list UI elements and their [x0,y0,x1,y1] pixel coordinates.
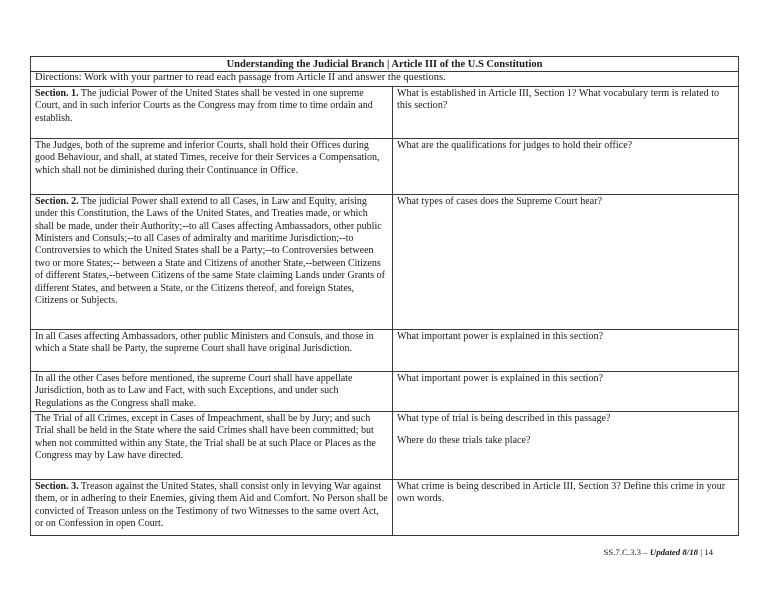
passage-text: The judicial Power shall extend to all Cases, in Law and Equity, arising under this Constitution, the Laws of the United States, and Treaties made, or which shall be made, under their Authority;--to all Cases affecting Ambassadors, other public Ministers and Consuls;--to all Cases of admiralty and maritime Jurisdiction;--to Controversies to which the United States shall be a Party;--to Controversies between two or more States;-- between a State and Citizens of another State,--between Citizens of different States,--between Citizens of the same State claiming Lands under Grants of different States, and between a State, or the Citizens thereof, and foreign States, Citizens or Subjects. [35,195,385,307]
table-row [31,194,739,329]
question-cell[interactable] [393,371,739,411]
updated-date: Updated 8/18 [649,547,699,557]
table-row [31,329,739,371]
page-number: | 14 [698,547,713,557]
directions-row [31,72,739,87]
question-text-2: Where do these trials take place? [397,435,531,447]
question-text: What important power is explained in this section? [397,330,604,342]
table-row [31,138,739,194]
table-row [31,411,739,479]
question-cell[interactable] [393,194,739,329]
question-text: What types of cases does the Supreme Court hear? [397,195,603,207]
section-label: Section. 2. [35,195,79,207]
passage-cell [31,479,393,535]
passage-text: Treason against the United States, shall consist only in levying War against them, or in adhering to their Enemies, giving them Aid and Comfort. No Person shall be convicted of Treason unless on the Testimony of two Witnesses to the same overt Act, or on Confession in open Court. [35,480,388,530]
passage-cell [31,194,393,329]
question-text: What type of trial is being described in this passage? [397,412,611,424]
section-label: Section. 3. [35,480,79,492]
passage-text: The judicial Power of the United States shall be vested in one supreme Court, and in such inferior Courts as the Congress may from time to time ordain and establish. [35,87,373,124]
section-label: Section. 1. [35,87,79,99]
passage-cell [31,371,393,411]
question-text: What are the qualifications for judges to hold their office? [397,139,633,151]
passage-cell [31,86,393,138]
question-cell[interactable] [393,86,739,138]
passage-cell [31,329,393,371]
passage-text: The Judges, both of the supreme and inferior Courts, shall hold their Offices during good Behaviour, and shall, at stated Times, receive for their Services a Compensation, which shall not be diminished during their Continuance in Office. [35,139,380,176]
passage-cell [31,411,393,479]
question-text: What crime is being described in Article III, Section 3? Define this crime in your own words. [397,480,726,505]
question-cell[interactable] [393,411,739,479]
question-cell[interactable] [393,479,739,535]
question-text: What important power is explained in this section? [397,372,604,384]
passage-text: In all the other Cases before mentioned, the supreme Court shall have appellate Jurisdiction, both as to Law and Fact, with such Exceptions, and under such Regulations as the Congress shall make. [35,372,353,409]
table-row [31,86,739,138]
passage-text: The Trial of all Crimes, except in Cases of Impeachment, shall be by Jury; and such Trial shall be held in the State where the said Crimes shall have been committed; but when not committed within any State, the Trial shall be at such Place or Places as the Congress may by Law have directed. [35,412,376,462]
question-cell[interactable] [393,329,739,371]
passage-text: In all Cases affecting Ambassadors, other public Ministers and Consuls, and those in which a State shall be Party, the supreme Court shall have original Jurisdiction. [35,330,374,355]
title-row [31,57,739,72]
question-text: What is established in Article III, Section 1? What vocabulary term is related to this section? [397,87,720,112]
standard-code: SS.7.C.3.3 – [603,547,650,557]
table-row [31,371,739,411]
passage-cell [31,138,393,194]
page-footer [603,547,713,557]
question-cell[interactable] [393,138,739,194]
directions-text: Directions: Work with your partner to read each passage from Article II and answer the questions. [31,72,739,87]
table-row [31,479,739,535]
worksheet-title: Understanding the Judicial Branch | Article III of the U.S Constitution [31,57,739,72]
worksheet-table [30,56,739,536]
